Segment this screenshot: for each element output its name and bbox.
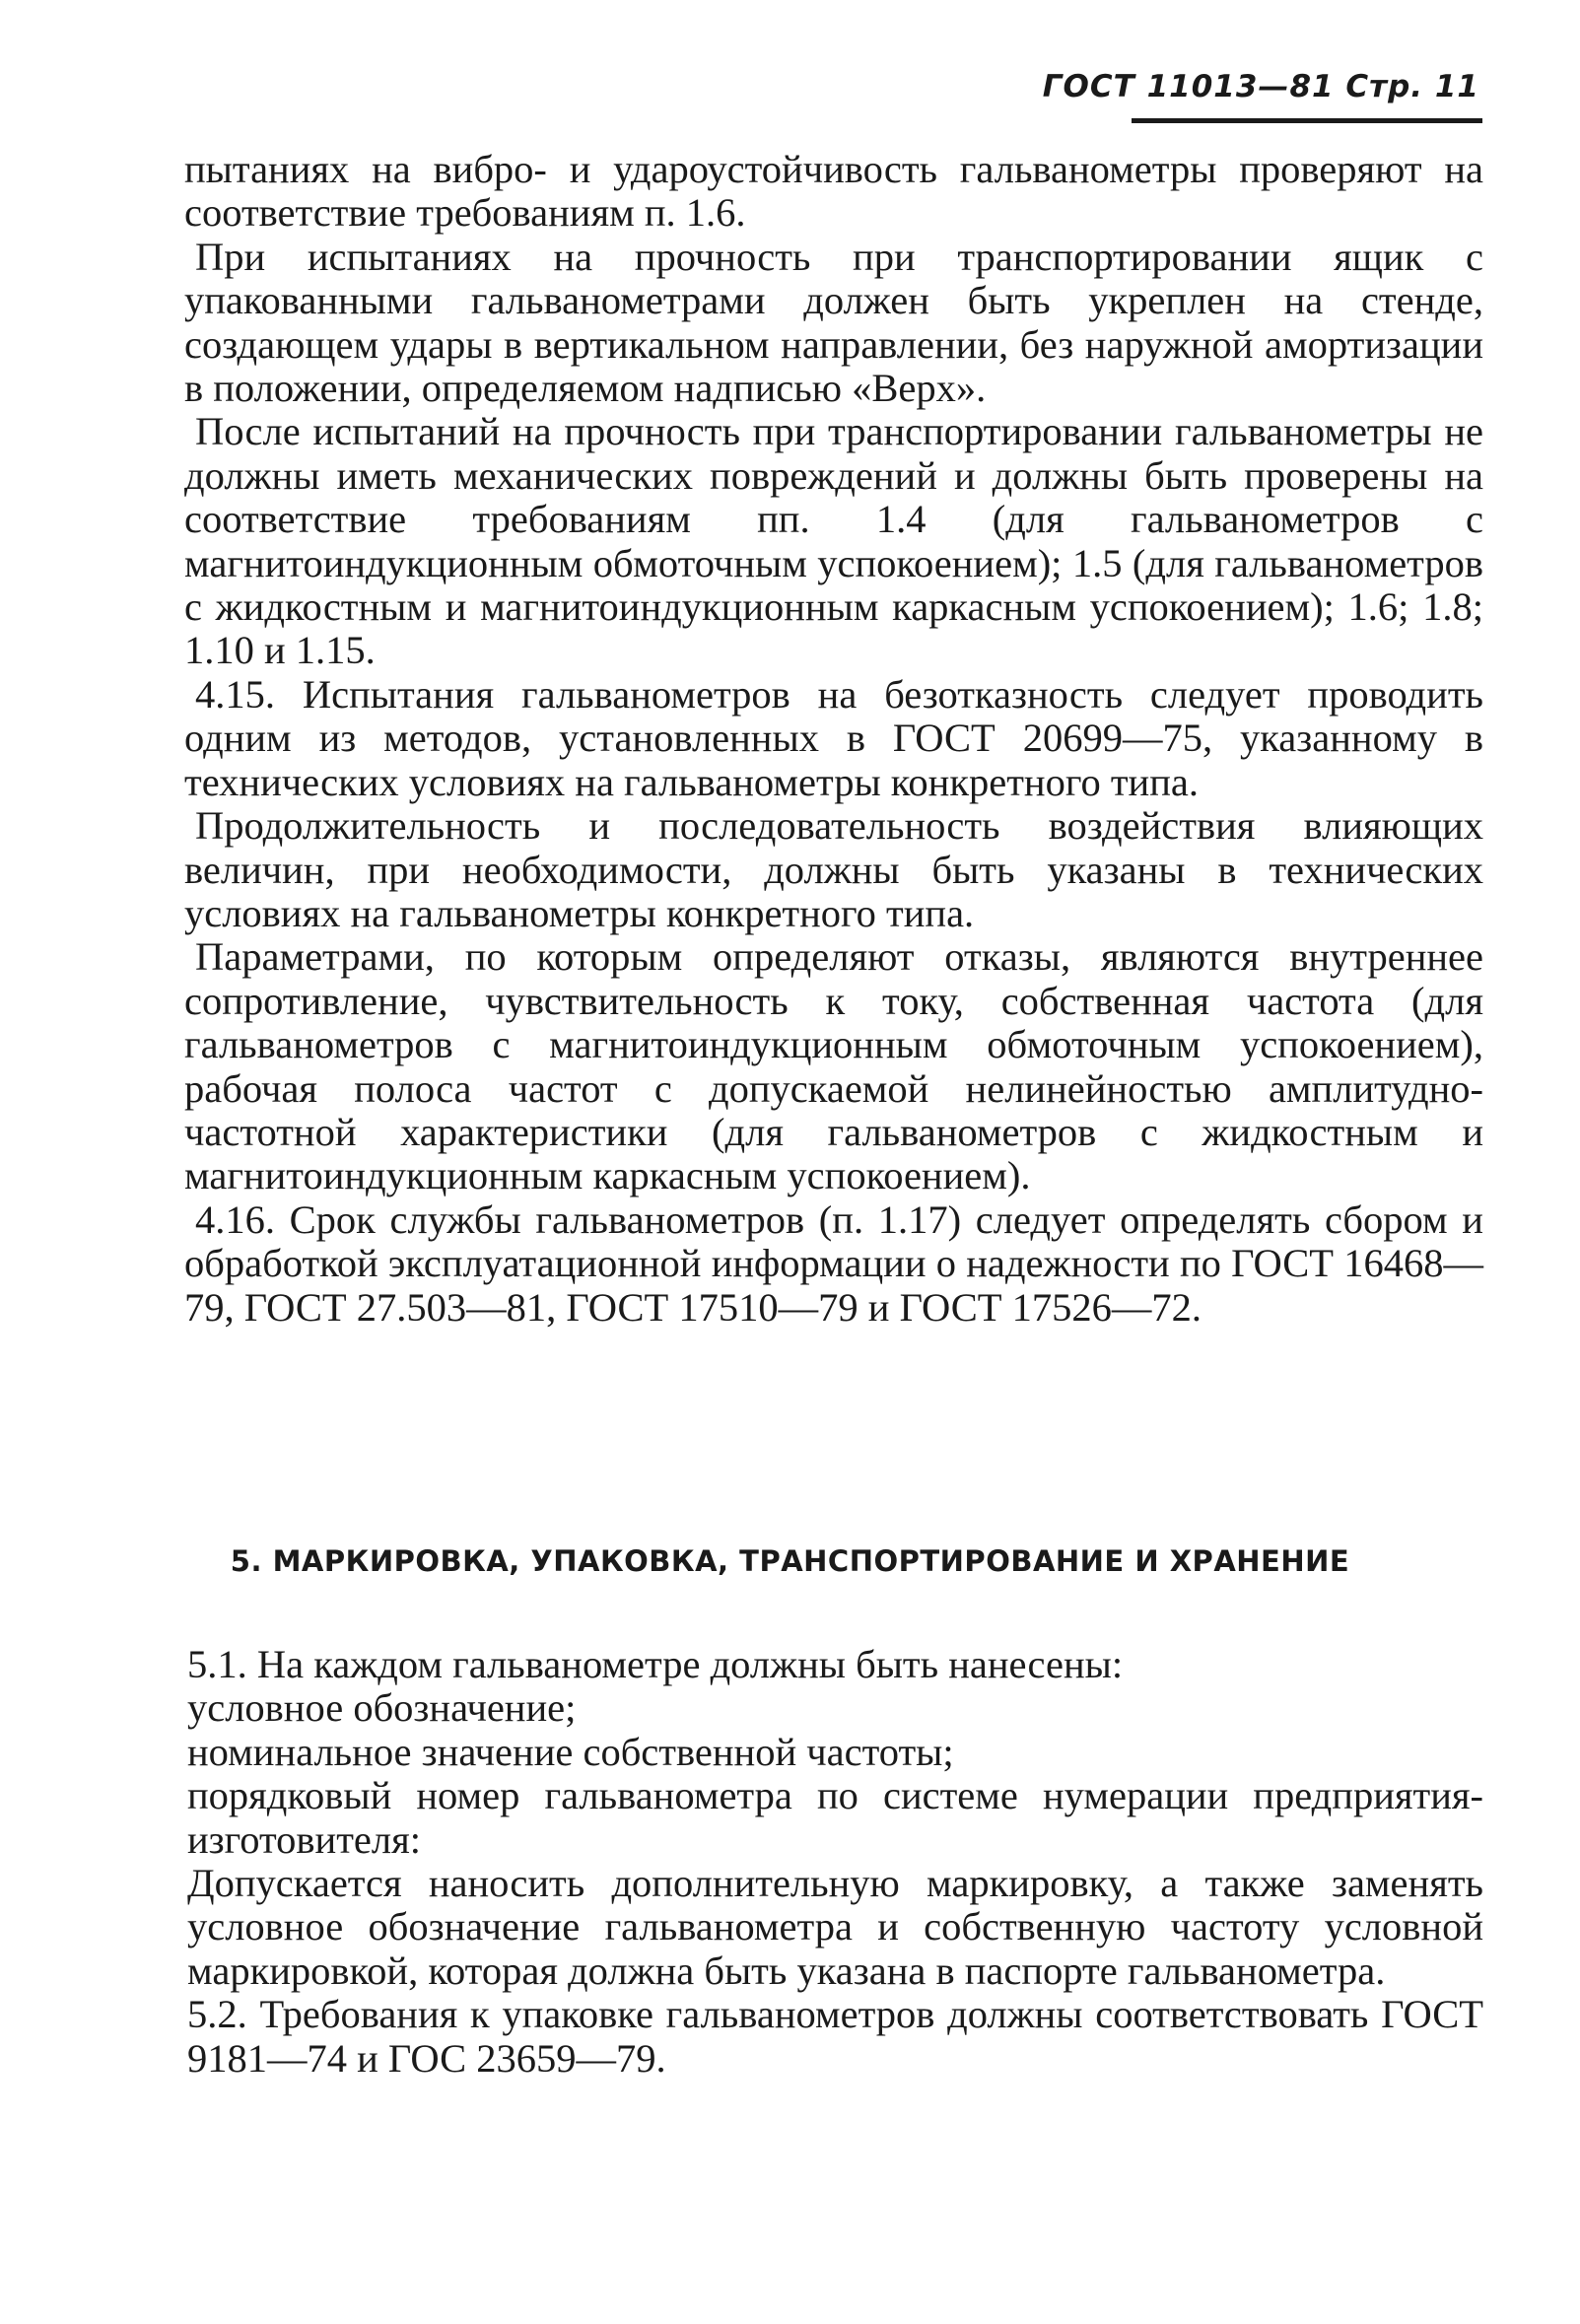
- section-5-title: 5. МАРКИРОВКА, УПАКОВКА, ТРАНСПОРТИРОВАНИЕ И ХРАНЕНИЕ: [230, 1544, 1350, 1578]
- paragraph-5-2: 5.2. Требования к упаковке гальванометров должны соответствовать ГОСТ 9181—74 и ГОС 23659—79.: [187, 1992, 1483, 2081]
- paragraph-5-1: 5.1. На каждом гальванометре должны быть нанесены:: [187, 1642, 1124, 1686]
- header-rule: [1132, 118, 1482, 123]
- list-item: номинальное значение собственной частоты;: [187, 1729, 954, 1774]
- paragraph-additional-marking: Допускается наносить дополнительную маркировку, а также заменять условное обозначение гальванометра и собственную частоту условной маркировкой, которая должна быть указана в паспорте гальванометра.: [187, 1861, 1483, 1993]
- paragraph-duration: Продолжительность и последовательность воздействия влияющих величин, при необходимости, должны быть указаны в технических условиях на гальванометры конкретного типа.: [184, 803, 1483, 935]
- paragraph-4-16: 4.16. Срок службы гальванометров (п. 1.17) следует определять сбором и обработкой эксплуатационной информации о надежности по ГОСТ 16468—79, ГОСТ 27.503—81, ГОСТ 17510—79 и ГОСТ 17526—72.: [184, 1196, 1483, 1330]
- paragraph-parameters: Параметрами, по которым определяют отказы, являются внутреннее сопротивление, чувствительность к току, собственная частота (для гальванометров с магнитоиндукционным обмоточным успокоением), рабочая полоса частот с допускаемой нелинейностью амплитудно-частотной характеристики (для гальванометров с жидкостным и магнитоиндукционным каркасным успокоением).: [184, 934, 1483, 1198]
- list-item: условное обозначение;: [187, 1685, 577, 1731]
- section-4-body: [184, 148, 1483, 1330]
- paragraph-continuation: пытаниях на вибро- и удароустойчивость гальванометры проверяют на соответствие требованиям п. 1.6.: [184, 147, 1483, 236]
- paragraph-after-test: После испытаний на прочность при транспортировании гальванометры не должны иметь механических повреждений и должны быть проверены на соответствие требованиям пп. 1.4 (для гальванометров с магнитоиндукционным обмоточным успокоением); 1.5 (для гальванометров с жидкостным и магнитоиндукционным каркасным успокоением); 1.6; 1.8; 1.10 и 1.15.: [184, 409, 1483, 673]
- section-5-body: [187, 1643, 1483, 2081]
- page-header: ГОСТ 11013—81 Стр. 11: [1042, 69, 1479, 104]
- paragraph-transport-test: При испытаниях на прочность при транспортировании ящик с упакованными гальванометрами должен быть укреплен на стенде, создающем удары в вертикальном направлении, без наружной амортизации в положении, определяемом надписью «Верх».: [184, 234, 1483, 411]
- list-item: порядковый номер гальванометра по системе нумерации предприятия-изготовителя:: [187, 1773, 1483, 1862]
- paragraph-4-15: 4.15. Испытания гальванометров на безотказность следует проводить одним из методов, установленных в ГОСТ 20699—75, указанному в технических условиях на гальванометры конкретного типа.: [184, 671, 1483, 804]
